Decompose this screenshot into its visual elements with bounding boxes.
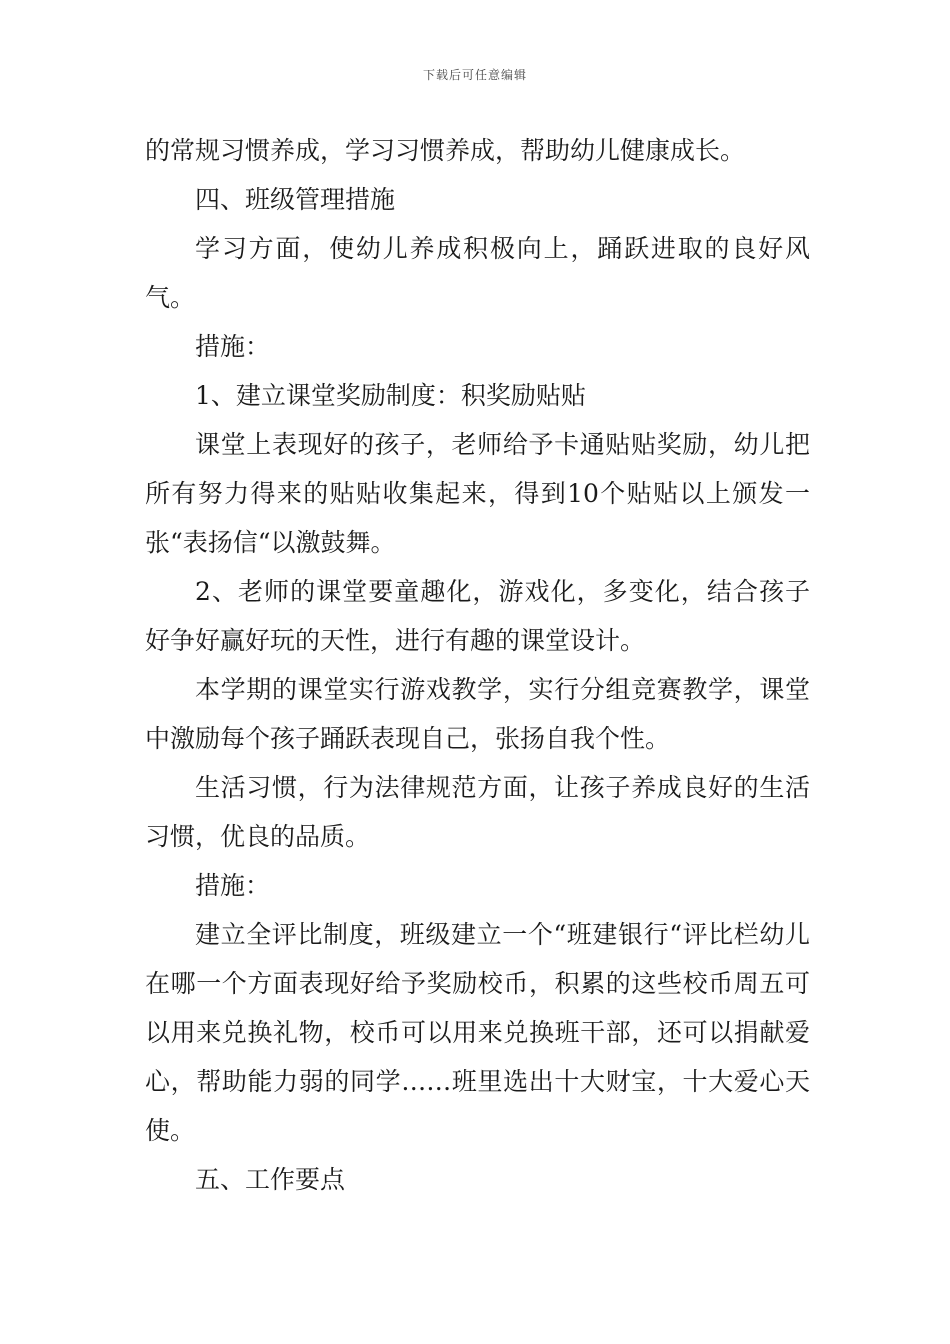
section-heading-5: 五、工作要点 — [195, 1165, 346, 1194]
paragraph-game-teaching: 本学期的课堂实行游戏教学，实行分组竞赛教学，课堂中激励每个孩子踊跃表现自己，张扬自我个性。 — [145, 675, 810, 753]
paragraph-sticker-reward: 课堂上表现好的孩子，老师给予卡通贴贴奖励，幼儿把所有努力得来的贴贴收集起来，得到10个贴贴以上颁发一张“表扬信“以激鼓舞。 — [145, 430, 810, 557]
page-header: 下载后可任意编辑 — [422, 68, 527, 82]
section-heading-4: 四、班级管理措施 — [195, 185, 396, 214]
paragraph-evaluation-system: 建立全评比制度，班级建立一个“班建银行“评比栏幼儿在哪一个方面表现好给予奖励校币，积累的这些校币周五可以用来兑换礼物，校币可以用来兑换班干部，还可以捐献爱心，帮助能力弱的同学……班里选出十大财宝，十大爱心天使。 — [145, 920, 810, 1145]
measure-item-1: 1、建立课堂奖励制度：积奖励贴贴 — [195, 381, 586, 410]
document-body — [145, 126, 810, 1204]
paragraph-life-habits: 生活习惯，行为法律规范方面，让孩子养成良好的生活习惯，优良的品质。 — [145, 773, 810, 851]
paragraph-learning: 学习方面，使幼儿养成积极向上，踊跃进取的良好风气。 — [145, 234, 810, 312]
measures-label-1: 措施： — [195, 332, 271, 361]
measure-item-2: 2、老师的课堂要童趣化，游戏化，多变化，结合孩子好争好赢好玩的天性，进行有趣的课堂设计。 — [145, 577, 810, 655]
paragraph-1: 的常规习惯养成，学习习惯养成，帮助幼儿健康成长。 — [145, 136, 746, 165]
measures-label-2: 措施： — [195, 871, 271, 900]
